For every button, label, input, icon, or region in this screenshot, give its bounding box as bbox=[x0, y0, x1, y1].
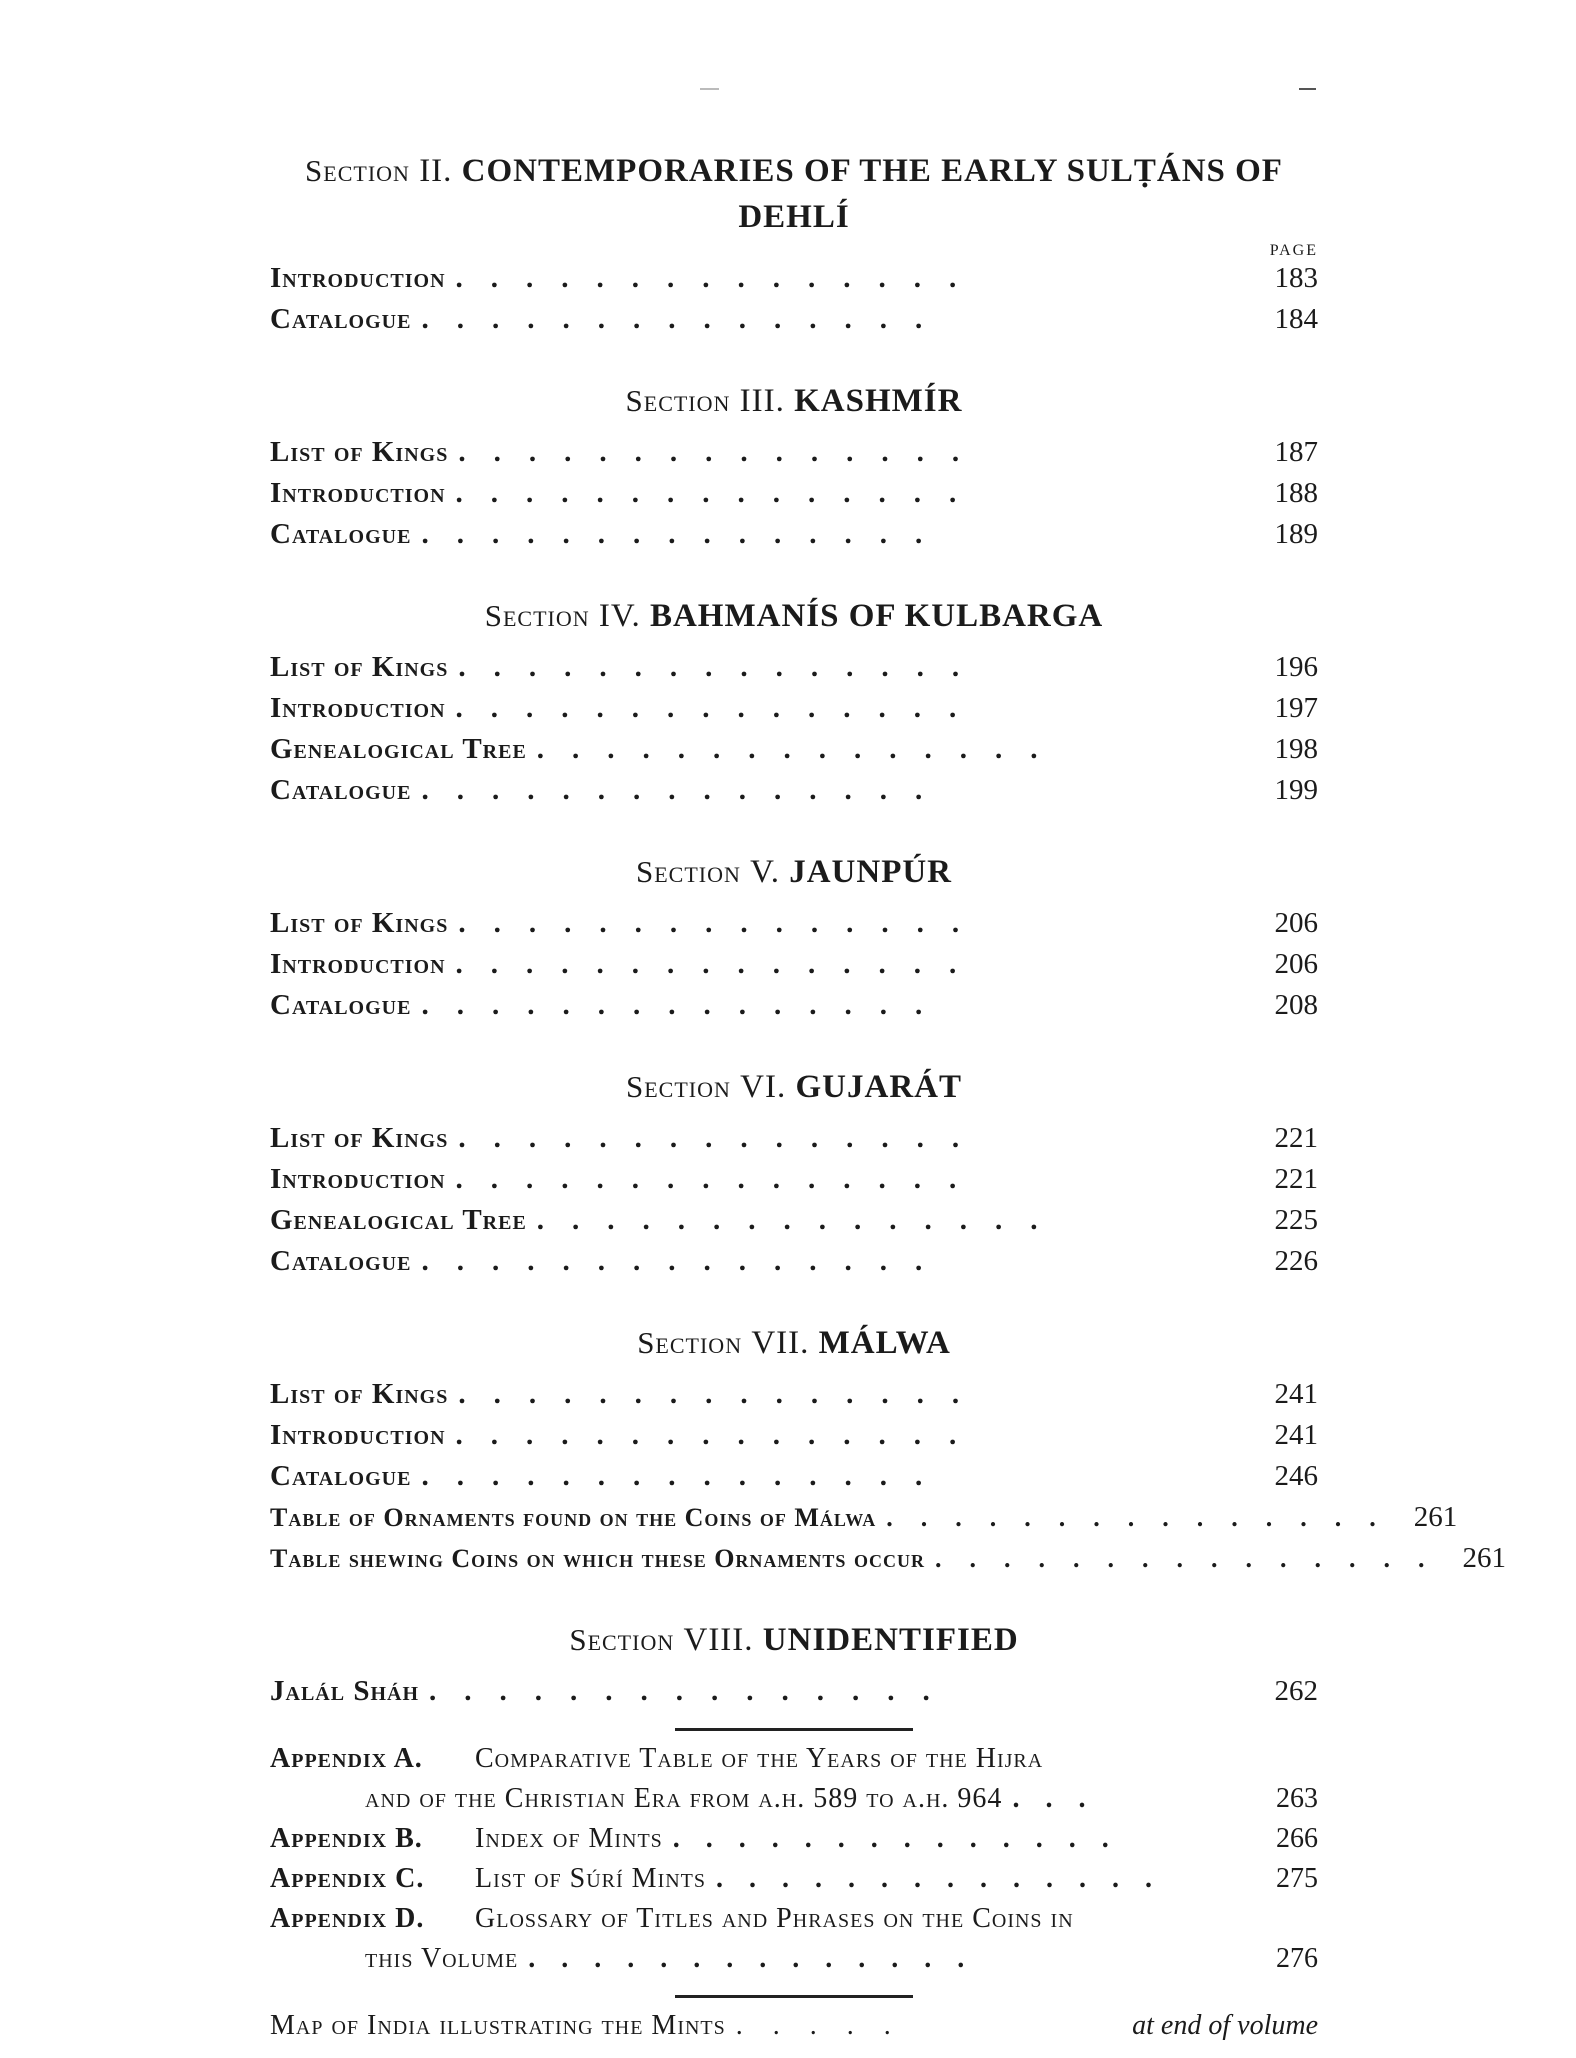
page-column-label: PAGE bbox=[1269, 242, 1318, 259]
toc-row: Catalogue ............... 184 bbox=[270, 303, 1318, 335]
toc-row: List of Kings ............... 221 bbox=[270, 1122, 1318, 1154]
toc-row: Catalogue ............... 208 bbox=[270, 989, 1318, 1021]
section-heading: Section VIII. UNIDENTIFIED bbox=[569, 1622, 1019, 1658]
section-heading: Section VII. MÁLWA bbox=[637, 1325, 951, 1361]
section-heading bbox=[270, 148, 1318, 240]
appendix-row: Appendix D. Glossary of Titles and Phrases on the Coins in bbox=[270, 1903, 1074, 1934]
toc-row: Table of Ornaments found on the Coins of Málwa ............... 261 bbox=[270, 1501, 1458, 1533]
divider-rule bbox=[675, 1995, 913, 1998]
section-heading: Section V. JAUNPÚR bbox=[635, 854, 953, 890]
section-heading: Section VI. GUJARÁT bbox=[626, 1069, 962, 1105]
toc-row: Jalál Sháh ............... 262 bbox=[270, 1675, 1318, 1707]
toc-row: Introduction ............... 188 bbox=[270, 477, 1318, 509]
toc-row: List of Kings ............... 206 bbox=[270, 907, 1318, 939]
toc-row: Introduction ............... 221 bbox=[270, 1163, 1318, 1195]
table-of-contents bbox=[270, 148, 1506, 2050]
toc-row: Catalogue ............... 189 bbox=[270, 518, 1318, 550]
section-prefix: Section bbox=[305, 153, 410, 188]
section-title: CONTEMPORARIES OF THE EARLY SULṬÁNS OF DEHLÍ bbox=[461, 153, 1283, 235]
appendix-row-continued: and of the Christian Era from a.h. 589 to a.h. 964 ... 263 bbox=[365, 1783, 1318, 1814]
toc-row: Introduction ............... 206 bbox=[270, 948, 1318, 980]
map-entry: Map of India illustrating the Mints ..... at end of volume bbox=[270, 2010, 1318, 2041]
toc-row: Genealogical Tree ............... 198 bbox=[270, 733, 1318, 765]
toc-row: List of Kings ............... 187 bbox=[270, 436, 1318, 468]
toc-row: Introduction ............... 197 bbox=[270, 692, 1318, 724]
appendix-row-continued: this Volume .............. 276 bbox=[365, 1943, 1318, 1974]
appendix-row: Appendix B. Index of Mints .............. 266 bbox=[270, 1823, 1318, 1854]
toc-row: Introduction ............... 183 bbox=[270, 262, 1318, 294]
section-heading: Section III. KASHMÍR bbox=[625, 383, 963, 419]
section-number: II. bbox=[419, 153, 453, 189]
section-heading: Section IV. BAHMANÍS OF KULBARGA bbox=[484, 598, 1104, 634]
toc-row: Catalogue ............... 246 bbox=[270, 1460, 1318, 1492]
appendix-row: Appendix C. List of Súrí Mints .............. 275 bbox=[270, 1863, 1318, 1894]
toc-row: Catalogue ............... 226 bbox=[270, 1245, 1318, 1277]
toc-row: List of Kings ............... 196 bbox=[270, 651, 1318, 683]
toc-row: Catalogue ............... 199 bbox=[270, 774, 1318, 806]
appendix-row: Appendix A. Comparative Table of the Years of the Hijra bbox=[270, 1743, 1044, 1774]
toc-row: Table shewing Coins on which these Ornaments occur ............... 261 bbox=[270, 1542, 1506, 1574]
appendix-list bbox=[270, 1743, 1318, 1983]
toc-row: Genealogical Tree ............... 225 bbox=[270, 1204, 1318, 1236]
page-edge-marks bbox=[700, 88, 1316, 92]
toc-row: List of Kings ............... 241 bbox=[270, 1378, 1318, 1410]
divider-rule bbox=[675, 1728, 913, 1731]
toc-row: Introduction ............... 241 bbox=[270, 1419, 1318, 1451]
